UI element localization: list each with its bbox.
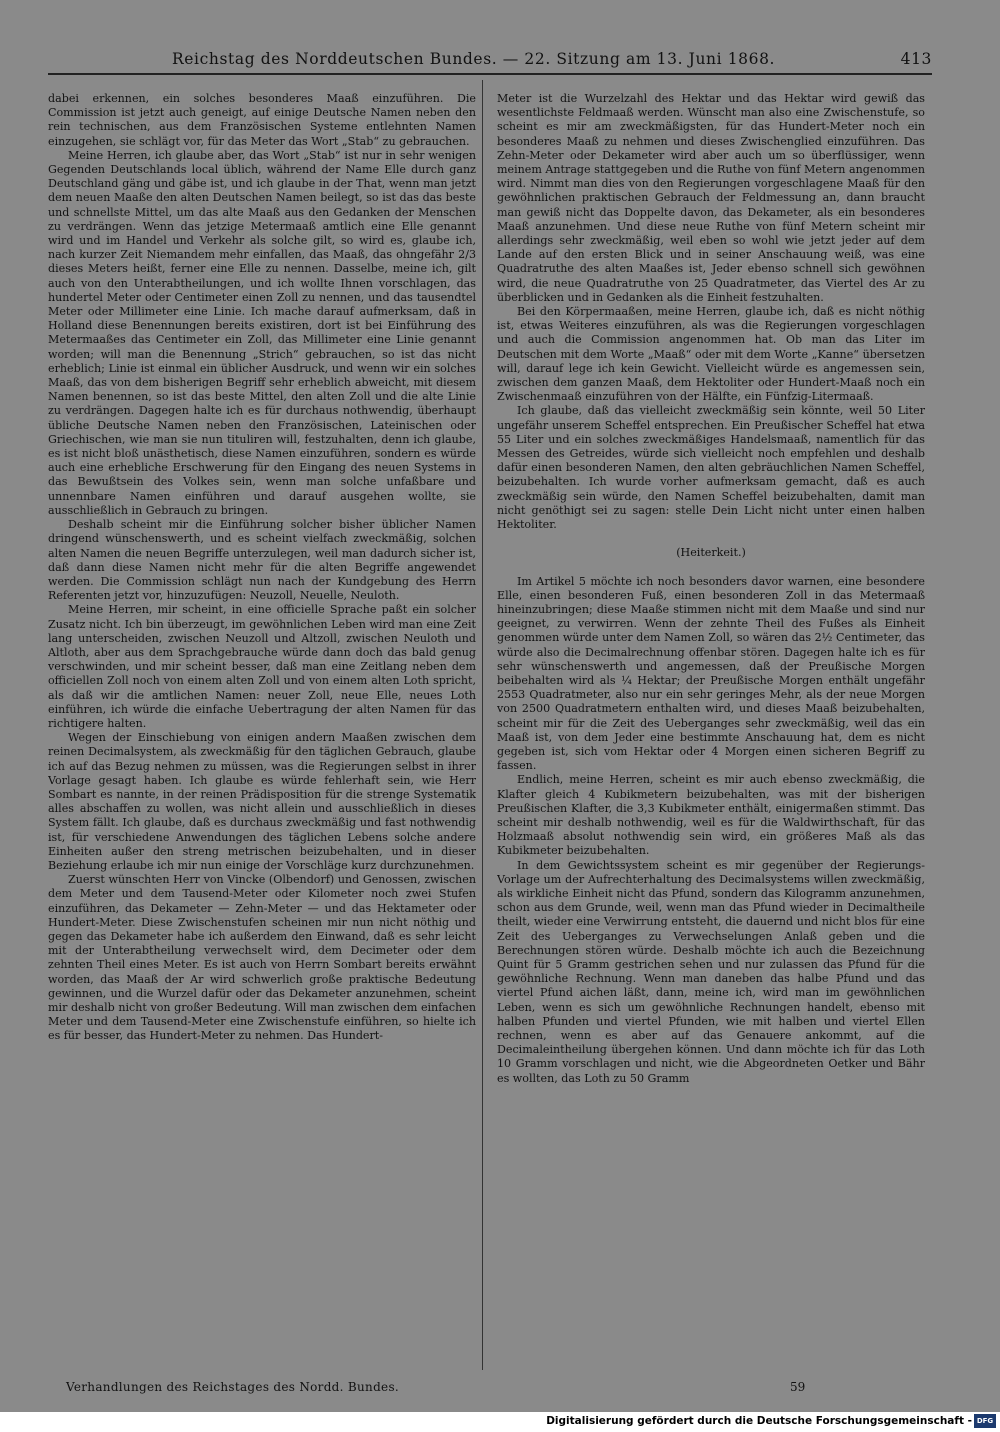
paragraph: Meter ist die Wurzelzahl des Hektar und das Hektar wird gewiß das wesentlichste Feldmaaß werden. Wünscht man also eine Zwischenstufe, so scheint es mir am zweckmäßigsten, für das Hundert-Meter noch ein besonderes Maaß zu nehmen und dieses Zwischenglied einzuführen. Das Zehn-Meter oder Dekameter wird aber auch um so überflüssiger, wenn meinem Antrage stattgegeben und die Ruthe von fünf Metern angenommen wird. Nimmt man dies von den Regierungen vorgeschlagene Maaß für den gewöhnlichen praktischen Gebrauch der Feldmessung an, dann braucht man gewiß nicht das Doppelte davon, das Dekameter, als ein besonderes Maaß anzunehmen. Und diese neue Ruthe von fünf Metern scheint mir allerdings sehr zweckmäßig, weil eben so wohl wie jetzt jeder auf dem Lande auf den ersten Blick und in seiner Anschauung weiß, was eine Quadratruthe des alten Maaßes ist, Jeder ebenso schnell sich gewöhnen wird, die neue Quadratruthe von 25 Quadratmeter, das Viertel des Ar zu überblicken und in Gedanken als die Einheit festzuhalten.	[497, 92, 925, 304]
page-number: 413	[900, 50, 932, 68]
paragraph: Zuerst wünschten Herr von Vincke (Olbendorf) und Genossen, zwischen dem Meter und dem Tausend-Meter oder Kilometer noch zwei Stufen einzuführen, das Dekameter — Zehn-Meter — und das Hektameter oder Hundert-Meter. Diese Zwischenstufen scheinen mir nun nicht nöthig und gegen das Dekameter habe ich außerdem den Einwand, daß es sehr leicht mit der Unterabtheilung verwechselt wird, dem Decimeter oder dem zehnten Theil eines Meter. Es ist auch von Herrn Sombart bereits erwähnt worden, das Maaß der Ar wird schwerlich große praktische Bedeutung gewinnen, und die Wurzel dafür oder das Dekameter anzunehmen, scheint mir deshalb nicht von großer Bedeutung. Will man zwischen dem einfachen Meter und dem Tausend-Meter eine Zwischenstufe einführen, so hielte ich es für besser, das Hundert-Meter zu nehmen. Das Hundert-	[48, 873, 476, 1043]
left-column	[48, 92, 476, 1372]
paragraph: Deshalb scheint mir die Einführung solcher bisher üblicher Namen dringend wünschenswerth, und es scheint vielfach zweckmäßig, solchen alten Namen die neuen Begriffe unterzulegen, weil man dadurch sicher ist, daß dann diese Namen nicht mehr für die alten Begriffe angewendet werden. Die Commission schlägt nun nach der Kundgebung des Herrn Referenten jetzt vor, hinzuzufügen: Neuzoll, Neuelle, Neuloth.	[48, 518, 476, 603]
paragraph: In dem Gewichtssystem scheint es mir gegenüber der Regierungs-Vorlage um der Aufrechterhaltung des Decimalsystems willen zweckmäßig, als wirkliche Einheit nicht das Pfund, sondern das Kilogramm anzunehmen, schon aus dem Grunde, weil, wenn man das Pfund wieder in Decimaltheile theilt, wieder eine Verwirrung entsteht, die dauernd und nicht blos für eine Zeit des Ueberganges zu Verwechselungen Anlaß geben und die Berechnungen stören würde. Deshalb möchte ich auch die Bezeichnung Quint für 5 Gramm gestrichen sehen und nur zulassen das Pfund für die gewöhnliche Rechnung. Wenn man daneben das halbe Pfund und das viertel Pfund aichen läßt, dann, meine ich, wird man im gewöhnlichen Leben, wenn es sich um gewöhnliche Rechnungen handelt, ebenso mit halben Pfunden und viertel Pfunden, wie mit halben und viertel Ellen rechnen, wenn es aber auf das Genauere ankommt, auf die Decimaleintheilung übergehen können. Und dann möchte ich für das Loth 10 Gramm vorschlagen und nicht, wie die Abgeordneten Oetker und Bähr es wollten, das Loth zu 50 Gramm	[497, 858, 925, 1085]
credit-text: Digitalisierung gefördert durch die Deutsche Forschungsgemeinschaft -	[546, 1415, 972, 1427]
column-divider	[482, 80, 483, 1370]
paragraph: Endlich, meine Herren, scheint es mir auch ebenso zweckmäßig, die Klafter gleich 4 Kubikmetern beizubehalten, was mit der bisherigen Preußischen Klafter, die 3,3 Kubikmeter enthält, einigermaßen stimmt. Das scheint mir deshalb nothwendig, weil es für die Waldwirthschaft, für das Holzmaaß absolut nothwendig sein wird, ein größeres Maß als das Kubikmeter beizubehalten.	[497, 773, 925, 858]
paragraph: Meine Herren, mir scheint, in eine officielle Sprache paßt ein solcher Zusatz nicht. Ich bin überzeugt, im gewöhnlichen Leben wird man eine Zeit lang unterscheiden, zwischen Neuzoll und Altzoll, zwischen Neuloth und Altloth, aber aus dem Sprachgebrauche würde dann doch das bald genug verschwinden, und mir scheint besser, daß man eine Zeitlang neben dem officiellen Zoll noch von einem alten Zoll und von einem alten Loth spricht, als daß wir die amtlichen Namen: neuer Zoll, neue Elle, neues Loth einführen, ich würde die einfache Uebertragung der alten Namen für das richtigere halten.	[48, 603, 476, 730]
header-title: Reichstag des Norddeutschen Bundes. — 22. Sitzung am 13. Juni 1868.	[172, 50, 776, 68]
right-column	[497, 92, 925, 1372]
paragraph: Meine Herren, ich glaube aber, das Wort „Stab“ ist nur in sehr wenigen Gegenden Deutschlands local üblich, während der Name Elle durch ganz Deutschland gäng und gäbe ist, und ich glaube in der That, wenn man jetzt dem neuen Maaße den alten Deutschen Namen beilegt, so ist das das beste und schnellste Mittel, um das alte Maaß aus den Gedanken der Menschen zu verdrängen. Wenn das jetzige Metermaaß amtlich eine Elle genannt wird und im Handel und Verkehr als solche gilt, so wird es, glaube ich, nach kurzer Zeit Niemandem mehr einfallen, das Maaß, das ohngefähr 2/3 dieses Meters heißt, ferner eine Elle zu nennen. Dasselbe, meine ich, gilt auch von den Unterabtheilungen, und ich wollte Ihnen vorschlagen, das hundertel Meter oder Centimeter einen Zoll zu nennen, und das tausendtel Meter oder Millimeter eine Linie. Ich mache darauf aufmerksam, daß in Holland diese Benennungen bereits existiren, dort ist bei Einführung des Metermaaßes das Centimeter ein Zoll, das Millimeter eine Linie genannt worden; will man die Benennung „Strich“ gebrauchen, so ist das nicht erheblich; Linie ist einmal ein üblicher Ausdruck, und wenn wir ein solches Maaß, das von dem bisherigen Begriff sehr erheblich abweicht, mit diesem Namen benennen, so ist das beste Mittel, den alten Zoll und die alte Linie zu verdrängen. Dagegen halte ich es für durchaus nothwendig, überhaupt übliche Deutsche Namen neben den Französischen, Lateinischen oder Griechischen, wie man sie nun tituliren will, festzuhalten, denn ich glaube, es ist nicht bloß unästhetisch, diese Namen einzuführen, sondern es würde auch eine erhebliche Erschwerung für den Eingang des neuen Systems in das Bewußtsein des Volkes sein, wenn man solche unfaßbare und unnennbare Namen einführen und darauf ausgehen wollte, sie ausschließlich in Gebrauch zu bringen.	[48, 148, 476, 517]
footer-text: Verhandlungen des Reichstages des Nordd. Bundes.	[66, 1380, 400, 1394]
credit-bar	[0, 1412, 1000, 1432]
paragraph: dabei erkennen, ein solches besonderes Maaß einzuführen. Die Commission ist jetzt auch geneigt, auf einige Deutsche Namen neben den rein technischen, aus dem Französischen Systeme entlehnten Namen einzugehen, sie schlägt vor, für das Meter das Wort „Stab“ zu gebrauchen.	[48, 92, 476, 148]
interjection: (Heiterkeit.)	[676, 546, 746, 560]
header-rule	[48, 73, 932, 75]
paragraph: Wegen der Einschiebung von einigen andern Maaßen zwischen dem reinen Decimalsystem, als zweckmäßig für den täglichen Gebrauch, glaube ich auf das Bezug nehmen zu müssen, was die Regierungen selbst in ihrer Vorlage gesagt haben. Ich glaube es würde fehlerhaft sein, wie Herr Sombart es nannte, in der reinen Prädisposition für die strenge Systematik alles abschaffen zu wollen, was nicht allein und ausschließlich in dieses System fällt. Ich glaube, daß es durchaus zweckmäßig und fast nothwendig ist, für verschiedene Anwendungen des täglichen Lebens solche andere Einheiten außer den streng metrischen beizubehalten, und in dieser Beziehung erlaube ich mir nun einige der Vorschläge kurz durchzunehmen.	[48, 731, 476, 872]
paragraph: Ich glaube, daß das vielleicht zweckmäßig sein könnte, weil 50 Liter ungefähr unserem Scheffel entsprechen. Ein Preußischer Scheffel hat etwa 55 Liter und ein solches zweckmäßiges Handelsmaaß, namentlich für das Messen des Getreides, würde sich vielleicht noch empfehlen und deshalb dafür einen besonderen Namen, den alten gebräuchlichen Namen Scheffel, beizubehalten. Ich wurde vorher aufmerksam gemacht, daß es auch zweckmäßig sein würde, den Namen Scheffel beizubehalten, damit man nicht genöthigt sei zu sagen: stelle Dein Licht nicht unter einen halben Hektoliter.	[497, 404, 925, 532]
sheet-signature: 59	[790, 1380, 806, 1394]
running-header	[172, 50, 932, 74]
dfg-logo-icon: DFG	[974, 1414, 996, 1428]
paragraph: Im Artikel 5 möchte ich noch besonders davor warnen, eine besondere Elle, einen besonderen Fuß, einen besonderen Zoll in das Metermaaß hineinzubringen; diese Maaße stimmen nicht mit dem Maaße und sind nur geeignet, zu verwirren. Wenn der zehnte Theil des Fußes als Einheit genommen würde unter dem Namen Zoll, so wären das 2½ Centimeter, das würde also die Decimalrechnung offenbar stören. Dagegen halte ich es für sehr wünschenswerth und angemessen, daß der Preußische Morgen beibehalten wird als ¼ Hektar; der Preußische Morgen enthält ungefähr 2553 Quadratmeter, also nur ein sehr geringes Mehr, als der neue Morgen von 2500 Quadratmetern enthalten wird, und dieses Maaß beizubehalten, scheint mir für die Zeit des Ueberganges sehr zweckmäßig, weil das ein Maaß ist, von dem Jeder eine bestimmte Anschauung hat, dem es nicht gegeben ist, sich vom Hektar oder 4 Morgen einen sicheren Begriff zu fassen.	[497, 574, 925, 773]
paragraph: Bei den Körpermaaßen, meine Herren, glaube ich, daß es nicht nöthig ist, etwas Weiteres einzuführen, als was die Regierungen vorgeschlagen und auch die Commission angenommen hat. Ob man das Liter im Deutschen mit dem Worte „Maaß“ oder mit dem Worte „Kanne“ übersetzen will, darauf lege ich kein Gewicht. Vielleicht würde es angemessen sein, zwischen dem ganzen Maaß, dem Hektoliter oder Hundert-Maaß noch ein Zwischenmaaß einzuführen von der Hälfte, ein Fünfzig-Litermaaß.	[497, 305, 925, 404]
